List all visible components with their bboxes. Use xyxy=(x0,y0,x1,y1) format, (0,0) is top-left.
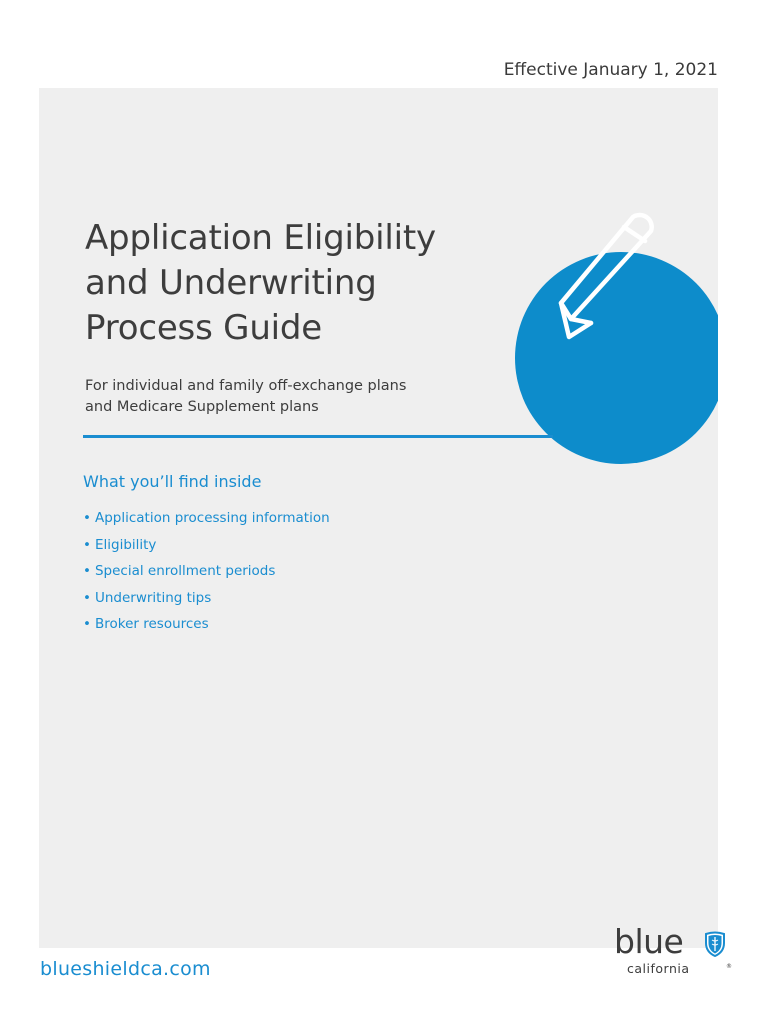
subtitle-line-2: and Medicare Supplement plans xyxy=(85,399,319,415)
title-line-1: Application Eligibility xyxy=(85,218,436,258)
list-item-label: Eligibility xyxy=(94,536,157,553)
logo-wordmark: blue xyxy=(614,922,684,961)
document-subtitle xyxy=(85,376,406,418)
inside-list xyxy=(83,505,330,638)
subtitle-line-1: For individual and family off-exchange plans xyxy=(85,378,407,394)
title-line-3: Process Guide xyxy=(85,308,323,348)
shield-icon xyxy=(704,931,726,957)
document-title xyxy=(85,216,436,351)
pencil-icon xyxy=(519,195,669,345)
inside-heading: What you’ll find inside xyxy=(83,472,262,491)
list-item-label: Special enrollment periods xyxy=(94,563,276,579)
effective-date: Effective January 1, 2021 xyxy=(503,60,718,80)
logo-subtext: california xyxy=(627,961,690,976)
registered-mark: ® xyxy=(726,963,732,970)
divider-rule xyxy=(83,435,553,438)
title-line-2: and Underwriting xyxy=(85,263,377,303)
list-item-label: Application processing information xyxy=(94,510,330,526)
website-link[interactable]: blueshieldca.com xyxy=(40,958,211,980)
list-item-label: Underwriting tips xyxy=(94,589,212,606)
list-item-label: Broker resources xyxy=(94,616,209,632)
list-item: • Underwriting tips xyxy=(83,589,212,606)
list-item: • Special enrollment periods xyxy=(83,563,276,579)
list-item: • Eligibility xyxy=(83,536,157,553)
list-item: • Application processing information xyxy=(83,510,330,526)
list-item: • Broker resources xyxy=(83,616,209,632)
blue-shield-logo xyxy=(610,922,740,982)
